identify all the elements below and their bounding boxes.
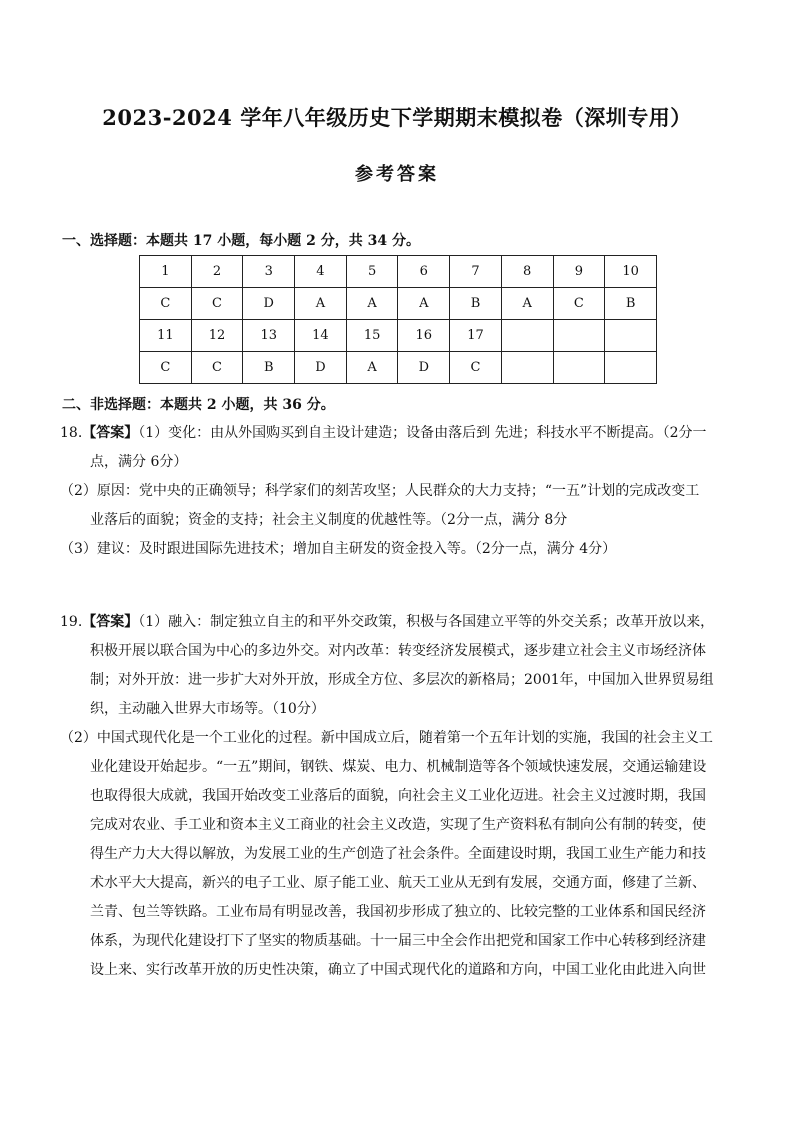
answer-line: [60, 608, 780, 637]
table-cell: D: [398, 352, 450, 384]
answer-table: [139, 255, 657, 384]
table-cell: A: [501, 288, 553, 320]
answer-tag: 【答案】: [82, 425, 139, 441]
answer-line: 得生产力大大得以解放，为发展工业的生产创造了社会条件。全面建设时期，我国工业生产能力和技: [90, 846, 706, 862]
table-cell: 10: [605, 256, 657, 288]
table-cell: [501, 352, 553, 384]
table-cell: C: [450, 352, 502, 384]
table-cell: 17: [450, 320, 502, 352]
question-number: 19.: [60, 614, 83, 630]
table-cell: 6: [398, 256, 450, 288]
table-cell: B: [605, 288, 657, 320]
table-cell: [501, 320, 553, 352]
table-cell: 4: [295, 256, 347, 288]
answer-line: 织，主动融入世界大市场等。（10分）: [90, 701, 325, 717]
table-cell: 8: [501, 256, 553, 288]
answer-line: （3）建议：及时跟进国际先进技术；增加自主研发的资金投入等。（2分一点，满分 4分）: [60, 541, 617, 557]
answer-line: 制；对外开放：进一步扩大对外开放，形成全方位、多层次的新格局；2001年，中国加入世界贸易组: [90, 672, 714, 688]
answer-19: [60, 608, 780, 985]
table-cell: 16: [398, 320, 450, 352]
question-number: 18.: [60, 425, 83, 441]
table-row: [140, 256, 657, 288]
table-cell: C: [140, 352, 192, 384]
table-row: [140, 320, 657, 352]
table-cell: A: [346, 288, 398, 320]
answer-text: （1）融入：制定独立自主的和平外交政策，积极与各国建立平等的外交关系；改革开放以来，: [138, 614, 715, 630]
table-cell: 3: [243, 256, 295, 288]
table-cell: B: [450, 288, 502, 320]
answer-line: 点，满分 6分）: [90, 454, 188, 470]
table-cell: D: [243, 288, 295, 320]
table-cell: [605, 320, 657, 352]
table-cell: [553, 352, 605, 384]
answer-line: 体系，为现代化建设打下了坚实的物质基础。十一届三中全会作出把党和国家工作中心转移到经济建: [90, 933, 706, 949]
table-row: [140, 352, 657, 384]
table-cell: C: [191, 288, 243, 320]
page-subtitle: 参考答案: [355, 164, 439, 185]
table-cell: A: [295, 288, 347, 320]
answer-line: 完成对农业、手工业和资本主义工商业的社会主义改造，实现了生产资料私有制向公有制的转变，使: [90, 817, 706, 833]
table-cell: 5: [346, 256, 398, 288]
table-cell: [553, 320, 605, 352]
answer-line: 业化建设开始起步。“一五”期间，钢铁、煤炭、电力、机械制造等各个领域快速发展，交通运输建设: [90, 759, 707, 775]
table-cell: 14: [295, 320, 347, 352]
answer-tag: 【答案】: [82, 614, 139, 630]
table-row: [140, 288, 657, 320]
table-cell: 2: [191, 256, 243, 288]
table-cell: 12: [191, 320, 243, 352]
page-title: 2023-2024 学年八年级历史下学期期末模拟卷（深圳专用）: [102, 105, 692, 130]
section2-heading: 二、非选择题：本题共 2 小题，共 36 分。: [62, 397, 335, 413]
answer-line: （2）中国式现代化是一个工业化的过程。新中国成立后，随着第一个五年计划的实施，我国的社会主义工: [60, 730, 713, 746]
answer-18: [60, 419, 780, 564]
table-cell: A: [346, 352, 398, 384]
table-cell: D: [295, 352, 347, 384]
table-cell: A: [398, 288, 450, 320]
table-cell: C: [553, 288, 605, 320]
table-cell: C: [191, 352, 243, 384]
answer-line: 设上来、实行改革开放的历史性决策，确立了中国式现代化的道路和方向，中国工业化由此进入向世: [90, 962, 706, 978]
answer-line: 也取得很大成就，我国开始改变工业落后的面貌，向社会主义工业化迈进。社会主义过渡时期，我国: [90, 788, 706, 804]
section1-heading: 一、选择题：本题共 17 小题，每小题 2 分，共 34 分。: [62, 233, 420, 249]
answer-line: 业落后的面貌；资金的支持；社会主义制度的优越性等。（2分一点，满分 8分: [90, 512, 568, 528]
table-cell: B: [243, 352, 295, 384]
answer-line: （2）原因：党中央的正确领导；科学家们的刻苦攻坚；人民群众的大力支持；“一五”计划的完成改变工: [60, 483, 700, 499]
table-cell: [605, 352, 657, 384]
answer-text: （1）变化：由从外国购买到自主设计建造；设备由落后到 先进；科技水平不断提高。（2分一: [138, 425, 707, 441]
table-cell: 7: [450, 256, 502, 288]
table-cell: C: [140, 288, 192, 320]
answer-line: 术水平大大提高，新兴的电子工业、原子能工业、航天工业从无到有发展，交通方面，修建了兰新、: [90, 875, 706, 891]
answer-line: 积极开展以联合国为中心的多边外交。对内改革：转变经济发展模式，逐步建立社会主义市场经济体: [90, 643, 706, 659]
table-cell: 15: [346, 320, 398, 352]
table-cell: 1: [140, 256, 192, 288]
answer-line: [60, 419, 780, 448]
answer-line: 兰青、包兰等铁路。工业布局有明显改善，我国初步形成了独立的、比较完整的工业体系和国民经济: [90, 904, 706, 920]
table-cell: 13: [243, 320, 295, 352]
table-cell: 9: [553, 256, 605, 288]
table-cell: 11: [140, 320, 192, 352]
